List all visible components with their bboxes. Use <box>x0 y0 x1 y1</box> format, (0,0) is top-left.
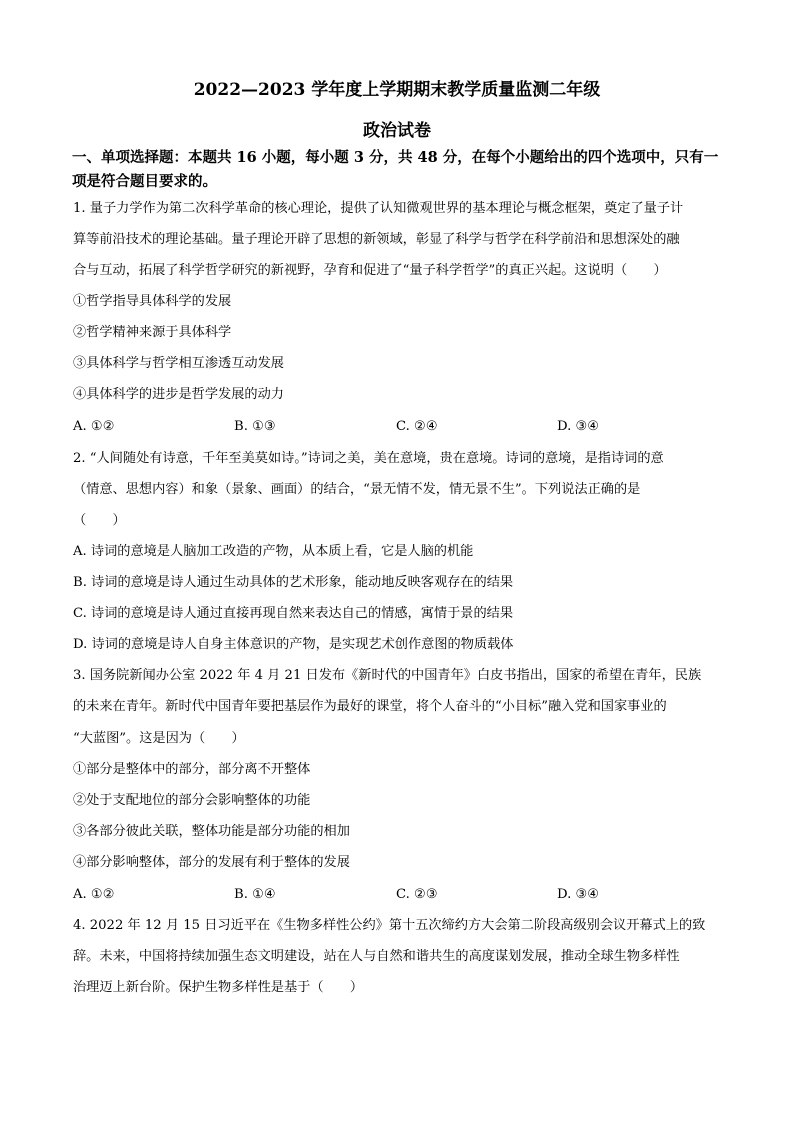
q1-option-c: C. ②④ <box>396 419 438 434</box>
q1-item-2: ②哲学精神来源于具体科学 <box>73 325 232 340</box>
q1-option-a: A. ①② <box>73 419 115 434</box>
q3-stem-line-1: 3. 国务院新闻办公室 2022 年 4 月 21 日发布《新时代的中国青年》白皮书指出，国家的希望在青年，民族 <box>73 668 702 683</box>
q3-option-d: D. ③④ <box>557 887 600 902</box>
q3-item-2: ②处于支配地位的部分会影响整体的功能 <box>73 793 311 808</box>
section-heading: 一、单项选择题：本题共 16 小题，每小题 3 分，共 48 分，在每个小题给出的四个选项中，只有一项是符合题目要求的。 <box>72 149 719 190</box>
q1-item-3: ③具体科学与哲学相互渗透互动发展 <box>73 356 284 371</box>
q2-stem-line-3: （ ） <box>73 513 126 528</box>
q1-stem-line-2: 算等前沿技术的理论基础。量子理论开辟了思想的新领域，彰显了科学与哲学在科学前沿和思想深处的融 <box>73 232 680 247</box>
q3-stem-line-2: 的未来在青年。新时代中国青年要把基层作为最好的课堂，将个人奋斗的“小目标”融入党和国家事业的 <box>73 699 667 714</box>
q1-stem-line-3: 合与互动，拓展了科学哲学研究的新视野，孕育和促进了“量子科学哲学”的真正兴起。这说明（ ） <box>73 263 667 278</box>
q2-option-a: A. 诗词的意境是人脑加工改造的产物，从本质上看，它是人脑的机能 <box>73 544 474 559</box>
q1-item-1: ①哲学指导具体科学的发展 <box>73 294 232 309</box>
q4-stem-line-3: 治理迈上新台阶。保护生物多样性是基于（ ） <box>73 980 364 995</box>
q1-item-4: ④具体科学的进步是哲学发展的动力 <box>73 387 284 402</box>
q2-option-b: B. 诗词的意境是诗人通过生动具体的艺术形象，能动地反映客观存在的结果 <box>73 575 514 590</box>
q2-option-d: D. 诗词的意境是诗人自身主体意识的产物，是实现艺术创作意图的物质载体 <box>73 637 514 652</box>
q1-option-b: B. ①③ <box>234 419 276 434</box>
q3-stem-line-3: “大蓝图”。这是因为（ ） <box>73 731 245 746</box>
q3-item-1: ①部分是整体中的部分，部分离不开整体 <box>73 762 311 777</box>
q3-option-b: B. ①④ <box>234 887 276 902</box>
q2-stem-line-2: （情意、思想内容）和象（景象、画面）的结合，“景无情不发，情无景不生”。下列说法正确的是 <box>73 482 641 497</box>
exam-subtitle: 政治试卷 <box>363 121 431 141</box>
q4-stem-line-1: 4. 2022 年 12 月 15 日习近平在《生物多样性公约》第十五次缔约方大会第二阶段高级别会议开幕式上的致 <box>73 918 706 933</box>
q1-option-d: D. ③④ <box>557 419 600 434</box>
exam-title: 2022—2023 学年度上学期期末教学质量监测二年级 <box>193 80 601 100</box>
q1-stem-line-1: 1. 量子力学作为第二次科学革命的核心理论，提供了认知微观世界的基本理论与概念框架，奠定了量子计 <box>73 201 684 216</box>
q2-option-c: C. 诗词的意境是诗人通过直接再现自然来表达自己的情感，寓情于景的结果 <box>73 606 514 621</box>
q3-item-4: ④部分影响整体，部分的发展有利于整体的发展 <box>73 855 350 870</box>
q2-stem-line-1: 2. “人间随处有诗意，千年至美莫如诗。”诗词之美，美在意境，贵在意境。诗词的意境，是指诗词的意 <box>73 451 664 466</box>
q3-item-3: ③各部分彼此关联，整体功能是部分功能的相加 <box>73 824 350 839</box>
q3-option-c: C. ②③ <box>396 887 438 902</box>
q3-option-a: A. ①② <box>73 887 115 902</box>
q4-stem-line-2: 辞。未来，中国将持续加强生态文明建设，站在人与自然和谐共生的高度谋划发展，推动全球生物多样性 <box>73 949 680 964</box>
